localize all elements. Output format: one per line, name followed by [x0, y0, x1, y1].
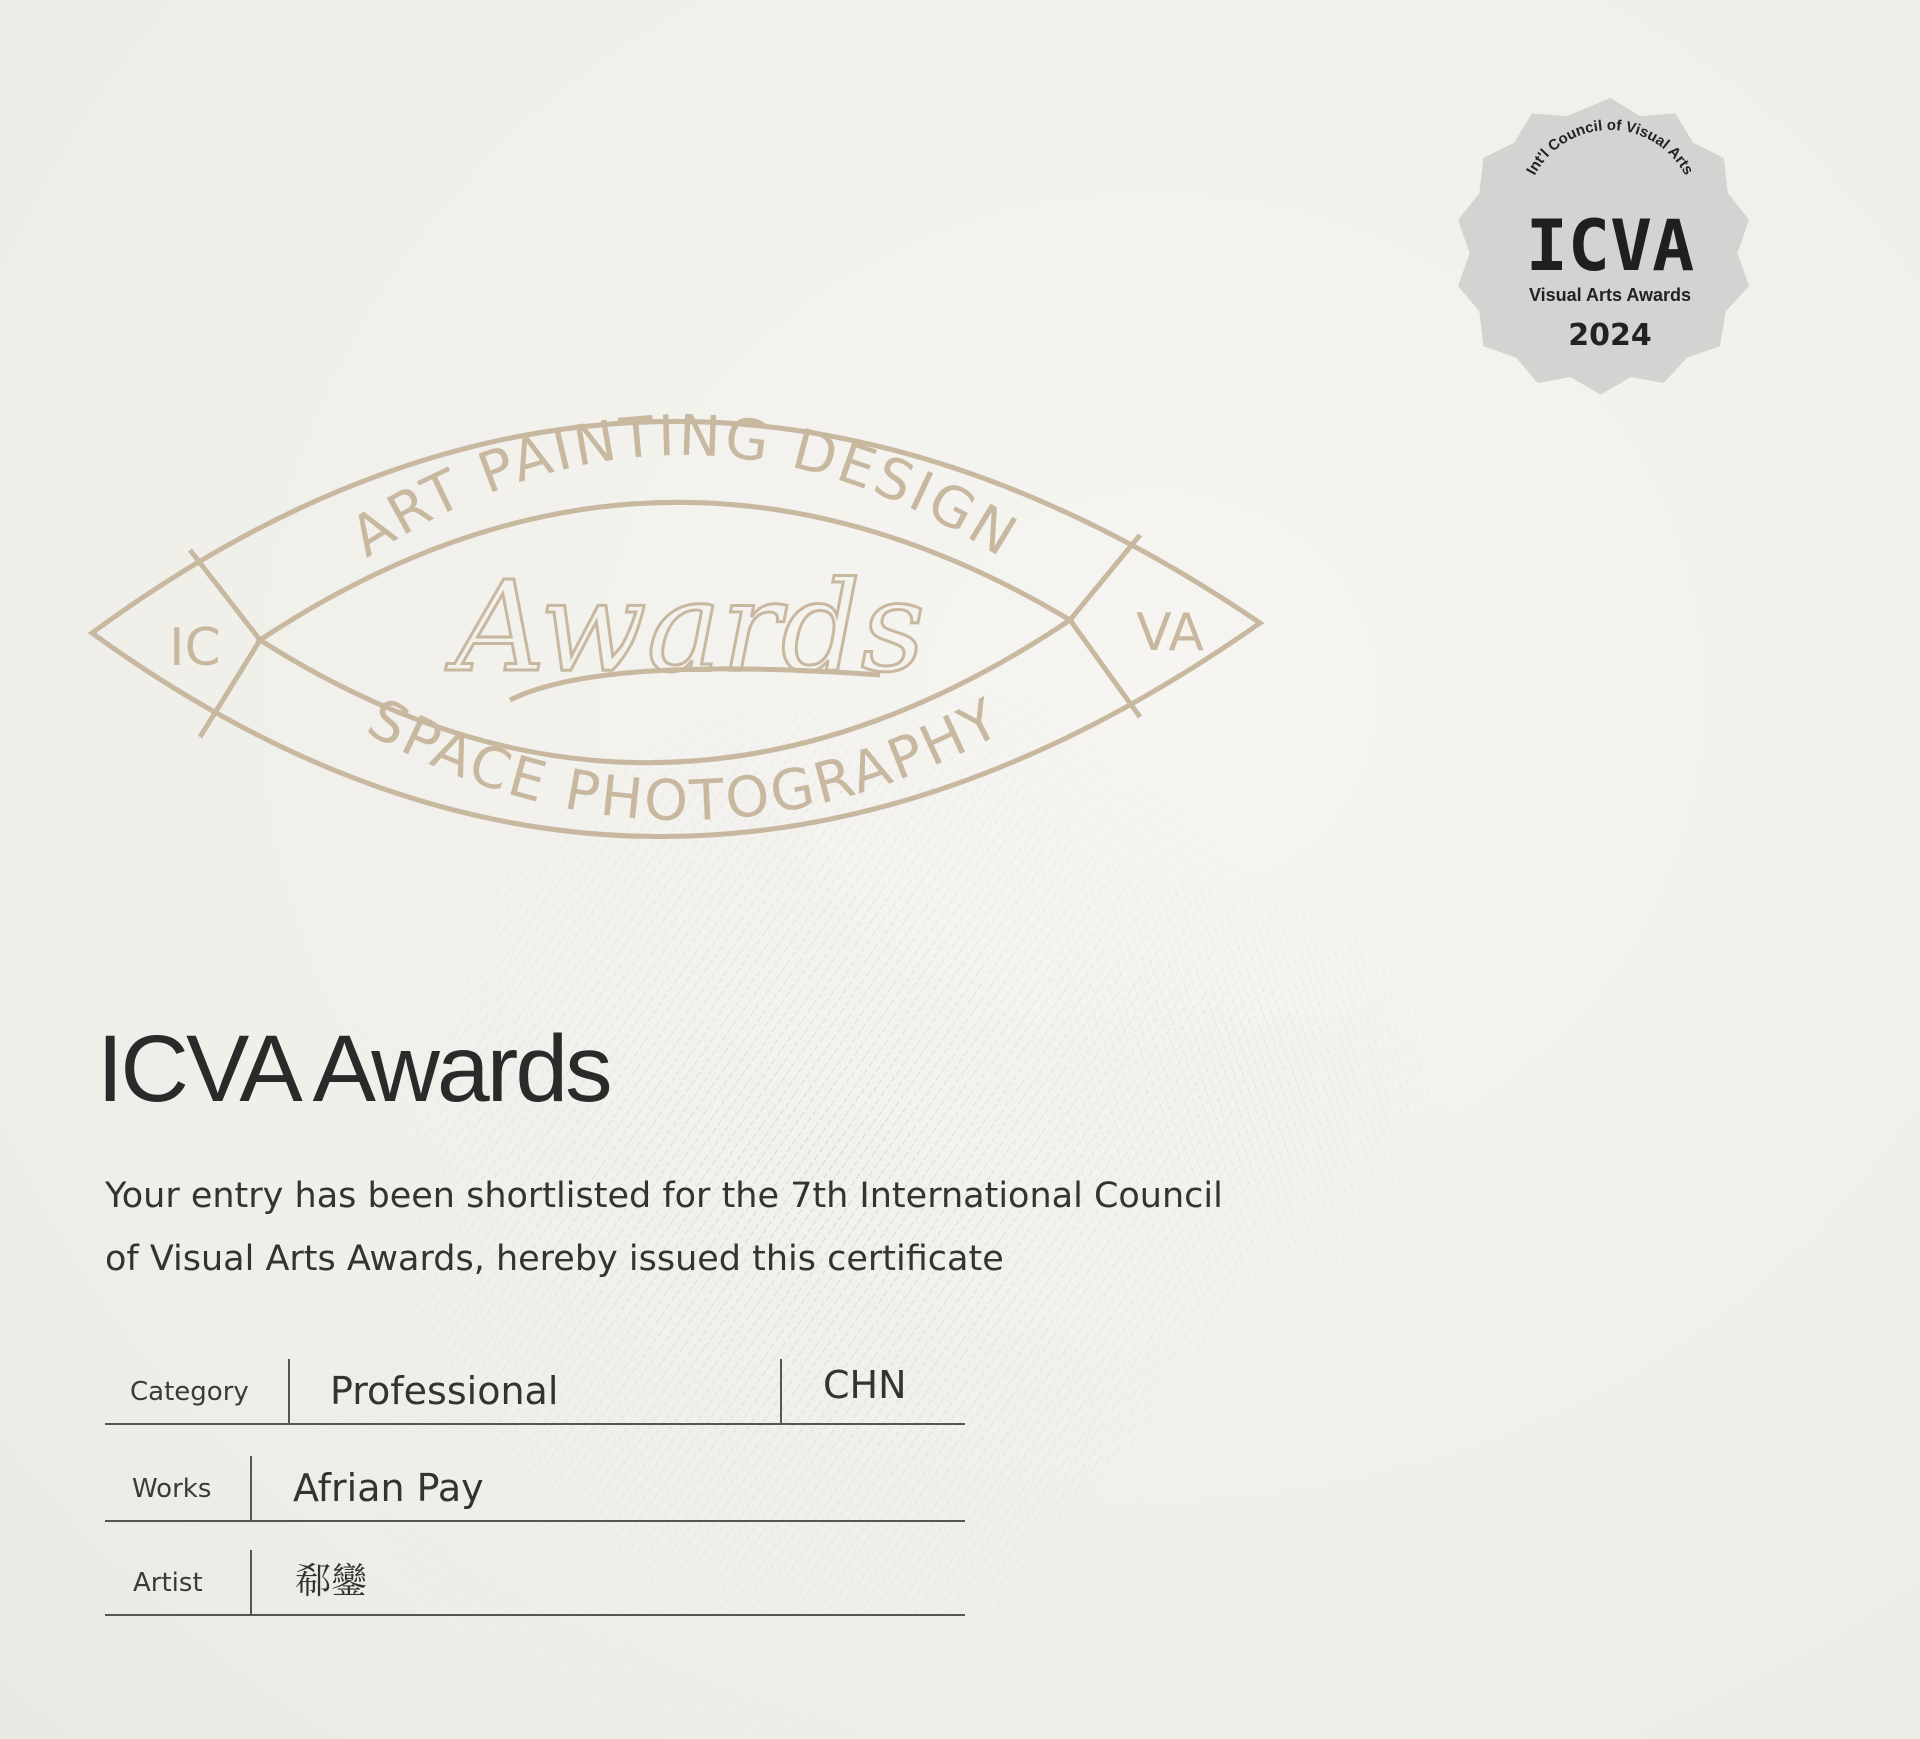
country-value: CHN — [823, 1363, 907, 1407]
emblem-left-text: IC — [169, 618, 221, 678]
artist-label: Artist — [133, 1568, 203, 1598]
seal-subtitle: Visual Arts Awards — [1528, 285, 1692, 305]
works-label: Works — [132, 1474, 212, 1504]
works-value: Afrian Pay — [293, 1466, 484, 1510]
artist-underline — [105, 1614, 965, 1616]
seal-year: 2024 — [1568, 318, 1652, 353]
awards-emblem — [80, 355, 1280, 915]
country-separator — [780, 1359, 782, 1425]
category-separator — [288, 1359, 290, 1425]
emblem-divider-right-top — [1070, 535, 1140, 620]
certificate-intro — [105, 1165, 1335, 1291]
artist-row — [105, 1556, 965, 1616]
emblem-script-text: Awards — [454, 555, 926, 700]
icva-seal — [1455, 95, 1765, 405]
works-separator — [250, 1456, 252, 1522]
category-underline — [105, 1423, 965, 1425]
intro-line-2: of Visual Arts Awards, hereby issued this certificate — [105, 1239, 1004, 1279]
seal-name: ICVA — [1525, 205, 1695, 287]
intro-line-1: Your entry has been shortlisted for the 7th International Council — [105, 1176, 1223, 1216]
seal-arc-text: Int'l Council of Visual Arts — [1523, 116, 1697, 178]
emblem-right-text: VA — [1136, 603, 1204, 663]
category-value: Professional — [330, 1369, 559, 1413]
emblem-divider-right-bottom — [1070, 620, 1140, 717]
works-row — [105, 1462, 965, 1522]
artist-separator — [250, 1550, 252, 1616]
emblem-top-arc-text: ART PAINTING DESIGN — [339, 403, 1030, 571]
artist-value: 郗鑾 — [295, 1561, 368, 1602]
works-underline — [105, 1520, 965, 1522]
certificate-title: ICVA Awards — [97, 1016, 610, 1122]
emblem-bottom-arc-text: SPACE PHOTOGRAPHY — [357, 685, 1013, 835]
category-label: Category — [130, 1377, 249, 1407]
category-row — [105, 1365, 965, 1425]
